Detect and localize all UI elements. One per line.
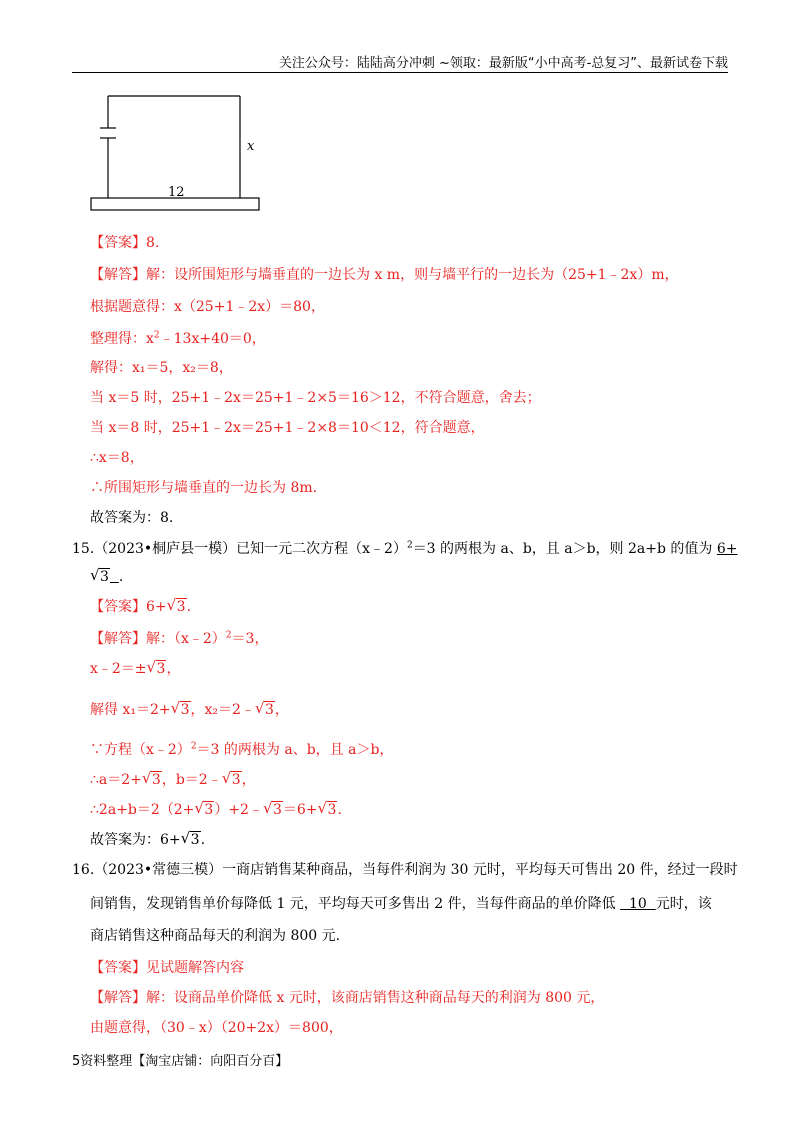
q16-step-1: 由题意得，（30﹣x）（20+2x）＝800， — [90, 1020, 343, 1036]
q15-step-3: ∵方程（x﹣2）$^2$＝3 的两根为 a、b，且 a＞b， — [90, 741, 394, 758]
figure-bottom-label: 12 — [168, 185, 185, 200]
q14-step-4: 当 x＝5 时，25+1﹣2x＝25+1﹣2×5＝16＞12，不符合题意，舍去； — [90, 390, 541, 406]
q15-stem-cont: √ 3 . — [90, 567, 123, 587]
q14-step-7: ∴所围矩形与墙垂直的一边长为 8m. — [90, 480, 318, 496]
q15-final: 故答案为：6+√ 3. — [90, 830, 205, 850]
q14-answer: 【答案】8. — [90, 235, 160, 251]
q16-stem-3: 商店销售这种商品每天的利润为 800 元. — [90, 928, 341, 944]
q15-step-4: ∴a＝2+√ 3，b＝2﹣√ 3， — [90, 770, 256, 790]
q14-final: 故答案为：8. — [90, 510, 174, 526]
header-rule — [72, 72, 728, 73]
q16-solution-lead: 【解答】解：设商品单价降低 x 元时，该商店销售这种商品每天的利润为 800 元， — [90, 990, 605, 1006]
q14-step-5: 当 x＝8 时，25+1﹣2x＝25+1﹣2×8＝10＜12，符合题意， — [90, 420, 485, 436]
q15-stem: 15.（2023•桐庐县一模）已知一元二次方程（x﹣2）$^2$＝3 的两根为 a、b，且 a＞b，则 2a+b 的值为 6+ — [72, 540, 738, 557]
q14-step-1: 根据题意得：x（25+1﹣2x）＝80， — [90, 299, 325, 315]
q16-answer: 【答案】见试题解答内容 — [90, 960, 244, 976]
q15-solution-lead: 【解答】解：（x﹣2）$^2$＝3， — [90, 630, 269, 647]
q14-step-6: ∴x＝8， — [90, 450, 144, 466]
q15-answer: 【答案】6+√ 3. — [90, 597, 191, 617]
q16-stem-1: 16.（2023•常德三模）一商店销售某种商品，当每件利润为 30 元时，平均每天可售出 20 件，经过一段时 — [72, 862, 738, 878]
q14-solution-lead: 【解答】解：设所围矩形与墙垂直的一边长为 x m，则与墙平行的一边长为（25+1﹣2x）m， — [90, 267, 679, 283]
page-header: 关注公众号：陆陆高分冲刺 ~领取：最新版“小中高考-总复习”、最新试卷下载 — [278, 56, 728, 71]
rectangle-wall-figure — [88, 88, 268, 218]
q15-step-2: 解得 x₁＝2+√ 3，x₂＝2﹣√ 3， — [90, 700, 289, 720]
page-number: 5 — [72, 1054, 81, 1069]
q15-step-5: ∴2a+b＝2（2+√ 3）+2﹣√ 3＝6+√ 3. — [90, 800, 342, 820]
figure-side-label: x — [247, 139, 255, 154]
q14-step-3: 解得：x₁＝5，x₂＝8， — [90, 360, 233, 376]
page-footer: 5资料整理【淘宝店铺：向阳百分百】 — [72, 1054, 289, 1069]
q14-step-2: 整理得：$x^2﹣13x+40=0$， — [90, 330, 266, 347]
q15-step-1: x﹣2＝±√ 3， — [90, 659, 180, 679]
q16-stem-2: 间销售，发现销售单价每降低 1 元，平均每天可多售出 2 件，当每件商品的单价降低 10 元时，该 — [90, 896, 712, 912]
